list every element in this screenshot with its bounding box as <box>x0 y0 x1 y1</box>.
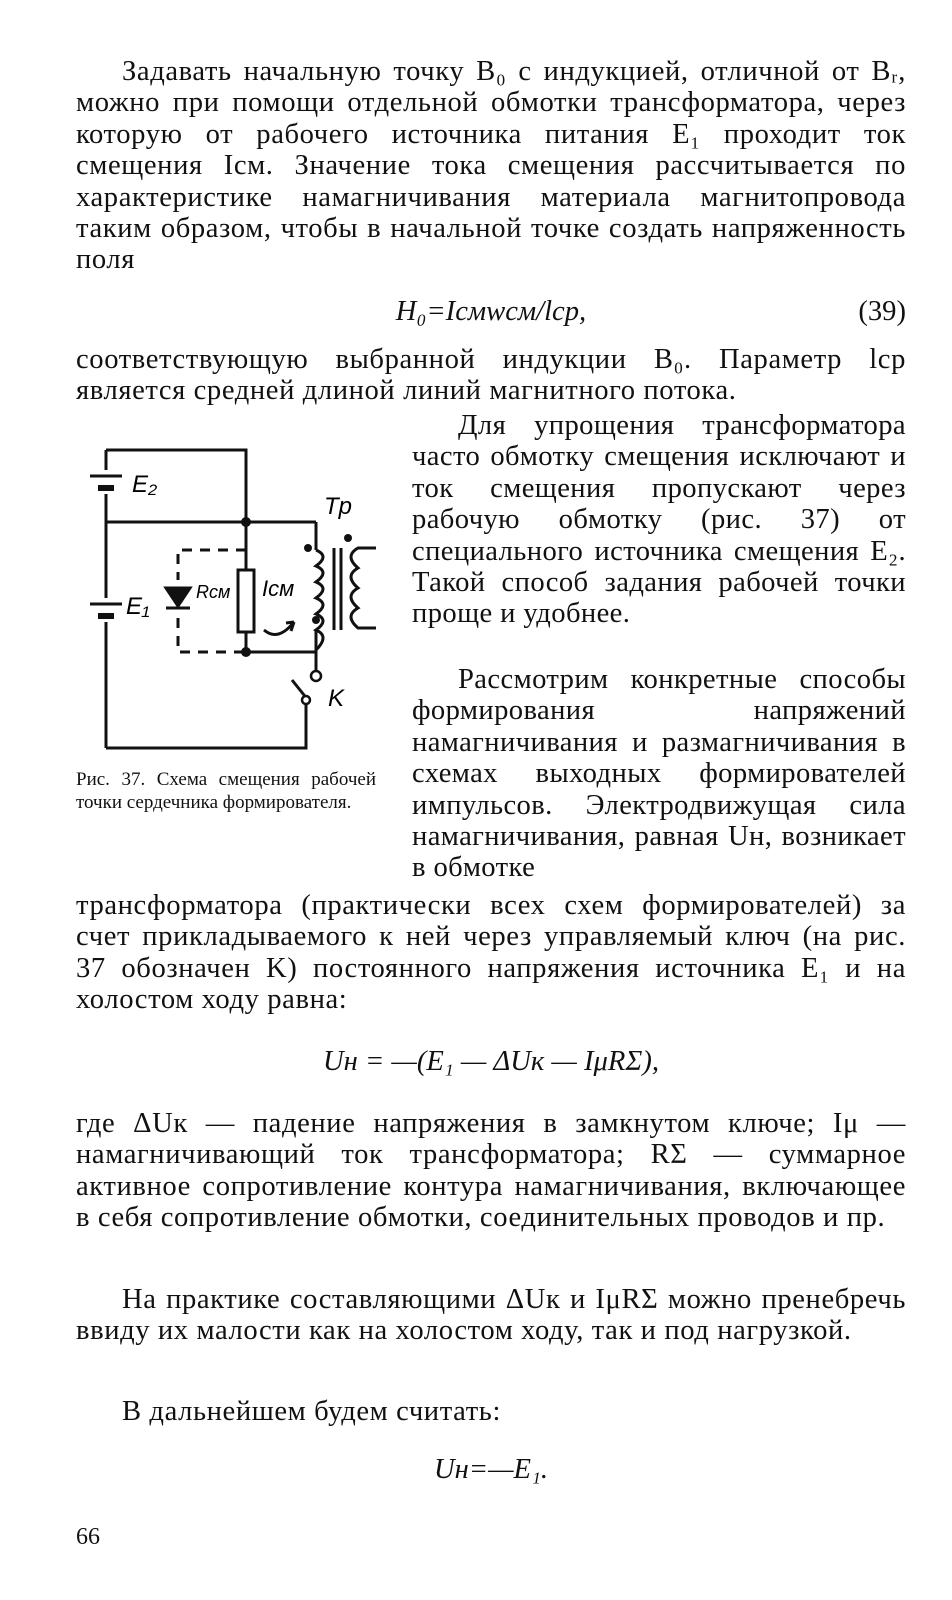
diode-branch-dashed-top <box>178 550 246 580</box>
equation-final: Uн=—E₁. <box>433 1454 549 1485</box>
paragraph-3: Для упрощения трансформатора часто обмотку смещения исключают и ток смещения пропускают через рабочую обмотку (рис. 37) от специального источника смещения E₂. Такой способ задания рабочей точки проще и удобнее. <box>412 410 906 630</box>
wire-top <box>106 450 246 522</box>
winding-start-dot-secondary <box>344 534 352 542</box>
resistor-rcm <box>238 570 254 632</box>
wire-bottom <box>106 702 306 748</box>
diode-symbol <box>166 588 190 606</box>
label-e1: E₁ <box>126 593 150 620</box>
diode-branch-dashed-bottom <box>178 618 246 652</box>
paragraph-7: В дальнейшем будем считать: <box>122 1396 501 1427</box>
page-number: 66 <box>76 1524 100 1550</box>
winding-start-dot-primary <box>304 544 312 552</box>
junction-dot-1 <box>241 517 251 527</box>
junction-dot-2 <box>241 647 251 657</box>
equation-39-number: (39) <box>858 296 906 327</box>
winding-end-dot <box>312 616 320 624</box>
label-e2: E₂ <box>132 471 158 498</box>
paragraph-6: На практике составляющими ΔUк и IμRΣ можно пренебречь ввиду их малости как на холостом ходу, так и под нагрузкой. <box>76 1284 906 1347</box>
key-k-contact-bottom <box>302 696 310 704</box>
equation-un: Uн = —(E₁ — ΔUк — IμRΣ), <box>322 1046 660 1077</box>
paragraph-1: Задавать начальную точку B₀ с индукцией, отличной от Bᵣ, можно при помощи отдельной обмотки трансформатора, через которую от рабочего источника питания E₁ проходит ток смещения Iсм. Значение тока смещения рассчитывается по характеристике намагничивания материала магнитопровода таким образом, чтобы в начальной точке создать напряженность поля <box>76 56 906 276</box>
paragraph-2: соответствующую выбранной индукции B₀. Параметр lср является средней длиной линий магнитного потока. <box>76 344 906 407</box>
label-tr: Tp <box>324 493 353 520</box>
paragraph-5: где ΔUк — падение напряжения в замкнутом ключе; Iμ — намагничивающий ток трансформатора; RΣ — суммарное активное сопротивление контура намагничивания, включающее в себя сопротивление обмотки, соединительных проводов и пр. <box>76 1108 906 1234</box>
figure-caption: Рис. 37. Схема смещения рабочей точки сердечника формирователя. <box>76 769 376 813</box>
circuit-figure-37 <box>76 430 396 760</box>
label-k: K <box>328 685 345 712</box>
label-rcm: Rсм <box>196 582 231 602</box>
paragraph-4-continued: трансформатора (практически всех схем формирователей) за счет прикладываемого к ней через управляемый ключ (на рис. 37 обозначен K) постоянного напряжения источника E₁ и на холостом ходу равна: <box>76 890 906 1016</box>
paragraph-4-wrapped: Рассмотрим конкретные способы формирования напряжений намагничивания и размагничивания в схемах выходных формирователей импульсов. Электродвижущая сила намагничивания, равная Uн, возникает в обмотке <box>412 664 906 884</box>
label-icm: Iсм <box>262 576 295 601</box>
key-k-contact-top <box>311 671 321 681</box>
transformer-secondary-coil <box>351 548 376 628</box>
equation-39 <box>76 296 906 328</box>
equation-39-body: H₀=Iсмwсм/lср, <box>395 296 587 327</box>
